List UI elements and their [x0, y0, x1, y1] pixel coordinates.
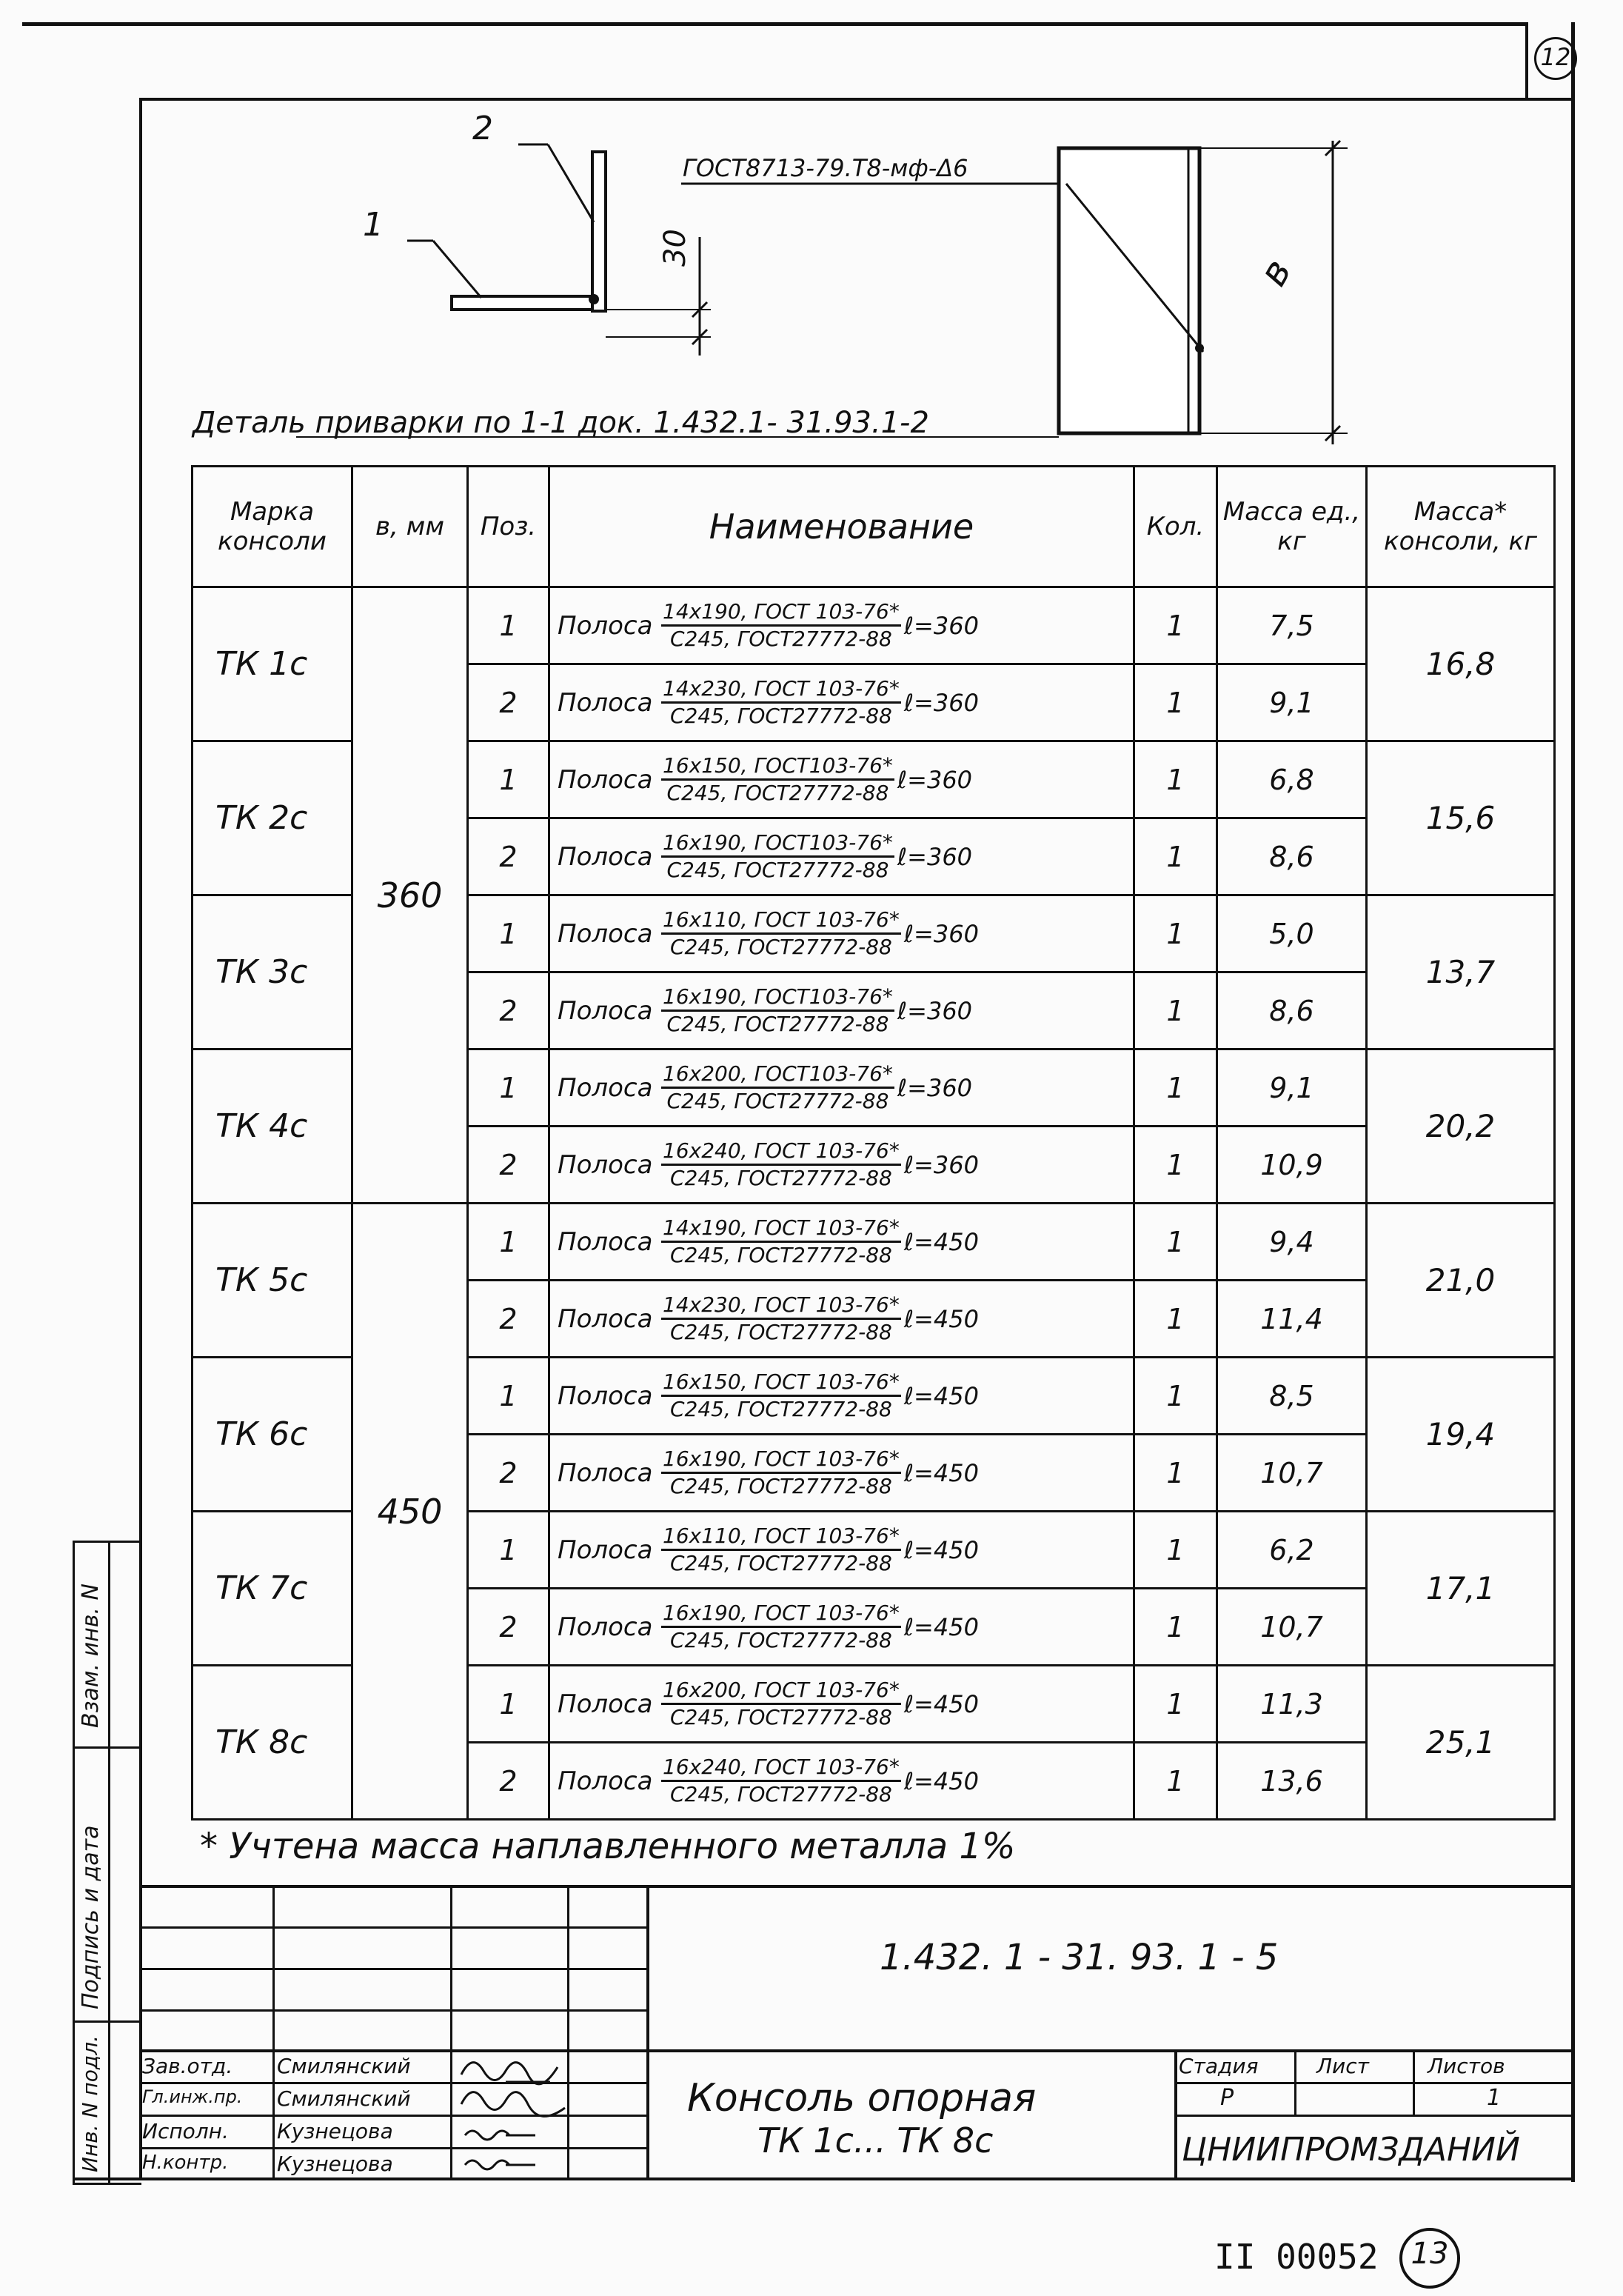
- frame-top: [139, 98, 1574, 101]
- sheet-label: Лист: [1316, 2054, 1369, 2078]
- corner-sheet-number: 12: [1540, 43, 1571, 71]
- name-length: ℓ=450: [903, 1458, 979, 1487]
- cell-name: [549, 1049, 1134, 1127]
- cell-mass-total: 16,8: [1367, 587, 1555, 741]
- cell-pos: 1: [468, 895, 549, 972]
- name-spec-bottom: С245, ГОСТ27772-88: [669, 1243, 892, 1267]
- cell-mass-unit: 8,5: [1217, 1358, 1367, 1435]
- cell-mass-total: 13,7: [1367, 895, 1555, 1049]
- table-row: [193, 1204, 1555, 1281]
- name-word: Полоса: [558, 1072, 653, 1103]
- name-spec-bottom: С245, ГОСТ27772-88: [669, 1782, 892, 1806]
- name-spec-bottom: С245, ГОСТ27772-88: [666, 1089, 889, 1113]
- cell-mass-unit: 9,1: [1217, 1049, 1367, 1127]
- cell-qty: 1: [1134, 741, 1217, 818]
- name-length: ℓ=360: [897, 1073, 973, 1102]
- cell-pos: 1: [468, 587, 549, 664]
- name-word: Полоса: [558, 1535, 653, 1565]
- stage-value: Р: [1220, 2085, 1234, 2111]
- name-word: Полоса: [558, 1689, 653, 1719]
- name-length: ℓ=360: [903, 1150, 979, 1179]
- cell-pos: 2: [468, 1589, 549, 1666]
- header-mass-total: Масса* консоли, кг: [1367, 467, 1555, 587]
- side-label-replace-inv: Взам. инв. N: [78, 1583, 104, 1728]
- name-fraction: [661, 984, 894, 1037]
- name-spec-top: 14х190, ГОСТ 103-76*: [661, 1215, 901, 1243]
- staff-role-2: Гл.инж.пр.: [142, 2086, 243, 2107]
- table-row: [193, 587, 1555, 664]
- name-spec-top: 16х110, ГОСТ 103-76*: [661, 1524, 901, 1551]
- bottom-code: II 00052: [1214, 2237, 1379, 2277]
- staff-name-1: Смилянский: [277, 2054, 411, 2078]
- name-fraction: [661, 1446, 901, 1499]
- cell-width: 360: [352, 587, 468, 1204]
- name-fraction: [661, 753, 894, 806]
- cell-pos: 2: [468, 1281, 549, 1358]
- name-spec-bottom: С245, ГОСТ27772-88: [669, 1320, 892, 1344]
- cell-mass-total: 20,2: [1367, 1049, 1555, 1204]
- name-word: Полоса: [558, 610, 653, 641]
- cell-pos: 1: [468, 1049, 549, 1127]
- staff-name-4: Кузнецова: [277, 2152, 393, 2176]
- name-word: Полоса: [558, 918, 653, 949]
- cell-pos: 2: [468, 1127, 549, 1204]
- name-spec-top: 16х110, ГОСТ 103-76*: [661, 907, 901, 935]
- name-length: ℓ=450: [903, 1535, 979, 1564]
- cell-name: [549, 895, 1134, 972]
- side-label-sign-date: Подпись и дата: [78, 1825, 104, 2009]
- name-spec-bottom: С245, ГОСТ27772-88: [666, 781, 889, 805]
- bottom-circle-number: 13: [1410, 2237, 1449, 2271]
- title-block: [139, 1885, 1574, 2180]
- cell-mass-unit: 11,4: [1217, 1281, 1367, 1358]
- cell-mark: ТК 5с: [193, 1204, 352, 1358]
- name-spec-top: 16х200, ГОСТ103-76*: [661, 1061, 894, 1089]
- table-header-row: [193, 467, 1555, 587]
- cell-pos: 2: [468, 972, 549, 1049]
- name-word: Полоса: [558, 995, 653, 1026]
- cell-mass-unit: 5,0: [1217, 895, 1367, 972]
- cell-mass-unit: 11,3: [1217, 1666, 1367, 1743]
- cell-qty: 1: [1134, 1358, 1217, 1435]
- cell-mass-unit: 6,8: [1217, 741, 1367, 818]
- header-pos: Поз.: [468, 467, 549, 587]
- cell-mass-unit: 10,9: [1217, 1127, 1367, 1204]
- name-word: Полоса: [558, 1149, 653, 1180]
- name-fraction: [661, 676, 901, 729]
- cell-name: [549, 664, 1134, 741]
- cell-qty: 1: [1134, 1512, 1217, 1589]
- header-mark: Марка консоли: [193, 467, 352, 587]
- name-length: ℓ=360: [903, 688, 979, 717]
- cell-name: [549, 741, 1134, 818]
- cell-width: 450: [352, 1204, 468, 1820]
- name-length: ℓ=450: [903, 1381, 979, 1410]
- cell-mass-unit: 9,4: [1217, 1204, 1367, 1281]
- header-mass-unit: Масса ед., кг: [1217, 467, 1367, 587]
- cell-mass-total: 25,1: [1367, 1666, 1555, 1820]
- name-spec-bottom: С245, ГОСТ27772-88: [669, 704, 892, 728]
- name-spec-bottom: С245, ГОСТ27772-88: [669, 627, 892, 651]
- name-spec-top: 16х240, ГОСТ 103-76*: [661, 1755, 901, 1782]
- cell-mass-unit: 8,6: [1217, 972, 1367, 1049]
- name-spec-top: 14х190, ГОСТ 103-76*: [661, 599, 901, 627]
- staff-name-3: Кузнецова: [277, 2119, 393, 2143]
- name-spec-top: 16х190, ГОСТ103-76*: [661, 984, 894, 1012]
- name-spec-top: 14х230, ГОСТ 103-76*: [661, 676, 901, 704]
- cell-mark: ТК 7с: [193, 1512, 352, 1666]
- cell-name: [549, 818, 1134, 895]
- name-length: ℓ=360: [897, 996, 973, 1025]
- cell-mass-total: 19,4: [1367, 1358, 1555, 1512]
- sheets-label: Листов: [1428, 2054, 1505, 2078]
- name-spec-bottom: С245, ГОСТ27772-88: [669, 1551, 892, 1575]
- name-fraction: [661, 1292, 901, 1345]
- name-word: Полоса: [558, 1766, 653, 1796]
- name-length: ℓ=360: [903, 919, 979, 948]
- name-word: Полоса: [558, 764, 653, 795]
- cell-mass-unit: 13,6: [1217, 1743, 1367, 1820]
- name-word: Полоса: [558, 841, 653, 872]
- weld-detail-drawing: [296, 111, 1407, 452]
- name-spec-bottom: С245, ГОСТ27772-88: [669, 1474, 892, 1498]
- sheets-value: 1: [1487, 2085, 1502, 2111]
- cell-qty: 1: [1134, 818, 1217, 895]
- cell-pos: 1: [468, 741, 549, 818]
- cell-name: [549, 1127, 1134, 1204]
- header-qty: Кол.: [1134, 467, 1217, 587]
- cell-qty: 1: [1134, 1204, 1217, 1281]
- cell-pos: 2: [468, 664, 549, 741]
- cell-qty: 1: [1134, 1666, 1217, 1743]
- cell-qty: 1: [1134, 1127, 1217, 1204]
- name-fraction: [661, 1061, 894, 1114]
- cell-name: [549, 1666, 1134, 1743]
- name-word: Полоса: [558, 1304, 653, 1334]
- side-stamp: [73, 1541, 141, 2185]
- frame-right: [1571, 22, 1575, 2182]
- name-spec-top: 16х190, ГОСТ103-76*: [661, 830, 894, 858]
- name-fraction: [661, 1138, 901, 1191]
- cell-qty: 1: [1134, 972, 1217, 1049]
- header-name: Наименование: [549, 467, 1134, 587]
- cell-mark: ТК 4с: [193, 1049, 352, 1204]
- spec-table: [191, 465, 1556, 1821]
- callout-1: 1: [363, 206, 384, 244]
- name-spec-bottom: С245, ГОСТ27772-88: [669, 1628, 892, 1652]
- footnote: * Учтена масса наплавленного металла 1%: [200, 1826, 1016, 1867]
- cell-qty: 1: [1134, 1049, 1217, 1127]
- cell-pos: 2: [468, 1435, 549, 1512]
- cell-mass-unit: 10,7: [1217, 1435, 1367, 1512]
- name-fraction: [661, 1215, 901, 1268]
- name-spec-top: 14х230, ГОСТ 103-76*: [661, 1292, 901, 1320]
- name-length: ℓ=450: [903, 1689, 979, 1718]
- cell-name: [549, 1204, 1134, 1281]
- cell-name: [549, 1512, 1134, 1589]
- cell-mass-total: 21,0: [1367, 1204, 1555, 1358]
- name-length: ℓ=360: [903, 611, 979, 640]
- name-spec-bottom: С245, ГОСТ27772-88: [669, 1705, 892, 1729]
- cell-mass-total: 17,1: [1367, 1512, 1555, 1666]
- staff-role-4: Н.контр.: [142, 2152, 229, 2174]
- cell-mass-unit: 8,6: [1217, 818, 1367, 895]
- cell-name: [549, 1281, 1134, 1358]
- cell-qty: 1: [1134, 1743, 1217, 1820]
- cell-name: [549, 1435, 1134, 1512]
- detail-note: Деталь приварки по 1-1 док. 1.432.1- 31.93.1-2: [193, 406, 929, 440]
- name-spec-bottom: С245, ГОСТ27772-88: [669, 1166, 892, 1190]
- name-spec-top: 16х200, ГОСТ 103-76*: [661, 1678, 901, 1705]
- name-fraction: [661, 599, 901, 652]
- cell-name: [549, 587, 1134, 664]
- corner-sheet-box: [1525, 22, 1574, 98]
- name-length: ℓ=360: [897, 765, 973, 794]
- cell-mass-total: 15,6: [1367, 741, 1555, 895]
- cell-pos: 1: [468, 1204, 549, 1281]
- cell-qty: 1: [1134, 587, 1217, 664]
- name-word: Полоса: [558, 1612, 653, 1642]
- cell-name: [549, 1589, 1134, 1666]
- top-rule: [22, 22, 1525, 26]
- name-length: ℓ=360: [897, 842, 973, 871]
- callout-2: 2: [472, 111, 493, 147]
- cell-mass-unit: 9,1: [1217, 664, 1367, 741]
- name-spec-top: 16х240, ГОСТ 103-76*: [661, 1138, 901, 1166]
- name-word: Полоса: [558, 1227, 653, 1257]
- stage-label: Стадия: [1179, 2054, 1259, 2078]
- name-length: ℓ=450: [903, 1304, 979, 1333]
- cell-pos: 1: [468, 1358, 549, 1435]
- table-body: [193, 587, 1555, 1820]
- name-fraction: [661, 1601, 901, 1653]
- header-width: в, мм: [352, 467, 468, 587]
- title-line-2: ТК 1с... ТК 8с: [757, 2120, 994, 2160]
- name-word: Полоса: [558, 1458, 653, 1488]
- doc-code: 1.432. 1 - 31. 93. 1 - 5: [880, 1937, 1279, 1978]
- staff-role-1: Зав.отд.: [142, 2054, 233, 2078]
- name-fraction: [661, 1524, 901, 1576]
- cell-pos: 2: [468, 1743, 549, 1820]
- name-spec-top: 16х190, ГОСТ 103-76*: [661, 1446, 901, 1474]
- cell-qty: 1: [1134, 1589, 1217, 1666]
- dimension-30: 30: [658, 229, 692, 267]
- signature-marks: [454, 2052, 632, 2178]
- name-length: ℓ=450: [903, 1227, 979, 1256]
- name-spec-bottom: С245, ГОСТ27772-88: [666, 1012, 889, 1036]
- cell-mark: ТК 3с: [193, 895, 352, 1049]
- name-spec-bottom: С245, ГОСТ27772-88: [669, 935, 892, 959]
- name-fraction: [661, 1678, 901, 1730]
- name-spec-top: 16х150, ГОСТ103-76*: [661, 753, 894, 781]
- cell-mark: ТК 2с: [193, 741, 352, 895]
- name-spec-top: 16х190, ГОСТ 103-76*: [661, 1601, 901, 1628]
- cell-qty: 1: [1134, 1435, 1217, 1512]
- name-fraction: [661, 1369, 901, 1422]
- cell-pos: 2: [468, 818, 549, 895]
- staff-role-3: Исполн.: [142, 2119, 229, 2143]
- cell-qty: 1: [1134, 895, 1217, 972]
- cell-mark: ТК 1с: [193, 587, 352, 741]
- cell-name: [549, 1358, 1134, 1435]
- cell-mark: ТК 8с: [193, 1666, 352, 1820]
- cell-mark: ТК 6с: [193, 1358, 352, 1512]
- name-length: ℓ=450: [903, 1612, 979, 1641]
- name-spec-bottom: С245, ГОСТ27772-88: [666, 858, 889, 882]
- name-word: Полоса: [558, 687, 653, 718]
- organization: ЦНИИПРОМЗДАНИЙ: [1182, 2131, 1520, 2169]
- name-fraction: [661, 830, 894, 883]
- name-length: ℓ=450: [903, 1766, 979, 1795]
- name-spec-bottom: С245, ГОСТ27772-88: [669, 1397, 892, 1421]
- name-word: Полоса: [558, 1381, 653, 1411]
- cell-qty: 1: [1134, 664, 1217, 741]
- cell-pos: 1: [468, 1512, 549, 1589]
- cell-qty: 1: [1134, 1281, 1217, 1358]
- cell-pos: 1: [468, 1666, 549, 1743]
- weld-note: ГОСТ8713-79.Т8-мф-Δ6: [683, 154, 968, 182]
- cell-name: [549, 1743, 1134, 1820]
- title-line-1: Консоль опорная: [687, 2076, 1037, 2120]
- cell-mass-unit: 10,7: [1217, 1589, 1367, 1666]
- dimension-b: в: [1251, 251, 1301, 294]
- name-spec-top: 16х150, ГОСТ 103-76*: [661, 1369, 901, 1397]
- side-label-inv-orig: Инв. N подл.: [78, 2035, 102, 2172]
- cell-mass-unit: 6,2: [1217, 1512, 1367, 1589]
- cell-mass-unit: 7,5: [1217, 587, 1367, 664]
- cell-name: [549, 972, 1134, 1049]
- name-fraction: [661, 907, 901, 960]
- staff-name-2: Смилянский: [277, 2086, 411, 2111]
- name-fraction: [661, 1755, 901, 1807]
